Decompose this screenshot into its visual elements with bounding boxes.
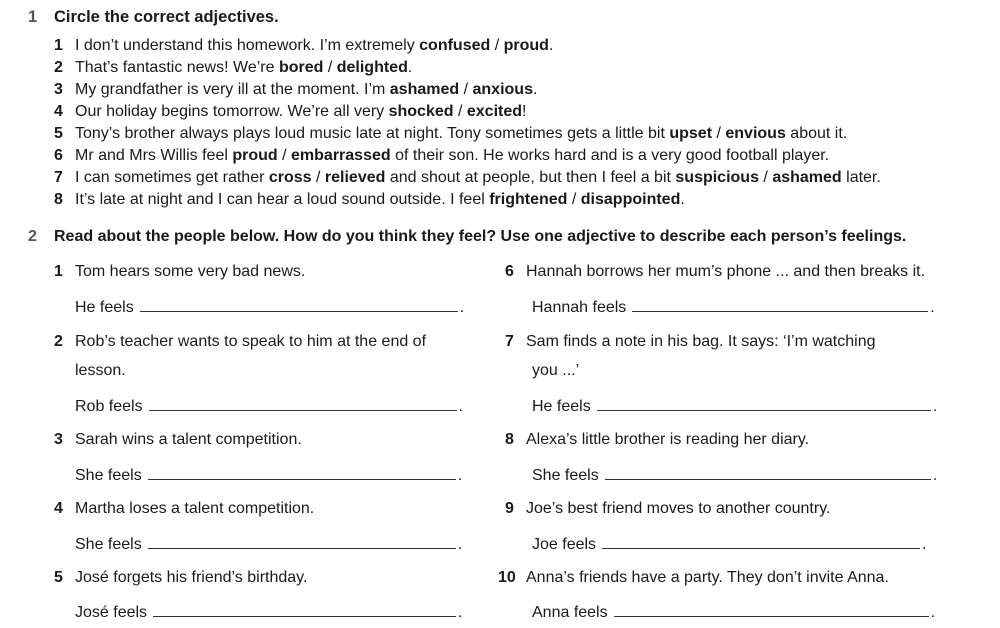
answer-line-2 (75, 396, 463, 417)
question-3 (54, 425, 302, 454)
item-text-end: . (407, 59, 413, 76)
item-number: 4 (54, 103, 63, 120)
separator: / (490, 37, 504, 54)
option-d[interactable]: ashamed (772, 169, 842, 186)
item-number: 5 (54, 125, 63, 142)
question-7 (505, 327, 876, 356)
item-text: Tony’s brother always plays loud music late at night. Tony sometimes gets a little bit (75, 125, 670, 142)
item-text-end: . (548, 37, 554, 54)
item-text-end: of their son. He works hard and is a very good football player. (390, 147, 830, 164)
answer-line-1 (75, 297, 464, 318)
question-number: 8 (505, 431, 514, 448)
answer-line-9 (532, 534, 927, 555)
period: . (922, 536, 927, 553)
question-number: 1 (54, 263, 63, 280)
question-text: José forgets his friend’s birthday. (75, 569, 308, 586)
answer-line-10 (532, 602, 935, 623)
separator: / (277, 147, 292, 164)
exercise-item (54, 190, 685, 210)
period: . (932, 467, 938, 484)
question-10 (498, 563, 889, 592)
option-b[interactable]: disappointed (580, 191, 681, 208)
option-a[interactable]: ashamed (389, 81, 460, 98)
answer-line-4 (75, 534, 462, 555)
feels-label: He feels (532, 398, 591, 415)
option-a[interactable]: confused (419, 37, 491, 54)
item-text-mid: and shout at people, but then I feel a bit (385, 169, 676, 186)
question-text: Sam finds a note in his bag. It says: ‘I’m watching (526, 333, 876, 350)
period: . (458, 604, 463, 621)
answer-blank[interactable] (602, 534, 920, 549)
answer-blank[interactable] (614, 602, 929, 617)
feels-label: Hannah feels (532, 299, 627, 316)
separator: / (712, 125, 726, 142)
exercise-item (54, 36, 553, 56)
feels-label: José feels (75, 604, 148, 621)
answer-blank[interactable] (632, 297, 928, 312)
option-b[interactable]: relieved (324, 169, 386, 186)
feels-label: Joe feels (532, 536, 597, 553)
separator: / (758, 169, 773, 186)
question-text: Hannah borrows her mum’s phone ... and then breaks it. (526, 263, 926, 280)
answer-line-7 (532, 396, 937, 417)
answer-blank[interactable] (153, 602, 456, 617)
answer-blank[interactable] (605, 465, 931, 480)
period: . (930, 604, 936, 621)
question-number: 9 (505, 500, 514, 517)
option-a[interactable]: shocked (388, 103, 454, 120)
question-8 (505, 425, 809, 454)
feels-label: She feels (75, 467, 142, 484)
item-number: 6 (54, 147, 63, 164)
period: . (458, 398, 464, 415)
question-number: 3 (54, 431, 63, 448)
option-b[interactable]: proud (503, 37, 549, 54)
period: . (457, 536, 463, 553)
feels-label: Anna feels (532, 604, 608, 621)
option-b[interactable]: anxious (472, 81, 533, 98)
option-b[interactable]: envious (725, 125, 786, 142)
question-number: 4 (54, 500, 63, 517)
item-text: Our holiday begins tomorrow. We’re all very (75, 103, 389, 120)
question-number: 5 (54, 569, 63, 586)
item-number: 7 (54, 169, 63, 186)
item-number: 8 (54, 191, 63, 208)
question-text: Rob’s teacher wants to speak to him at the end of (75, 333, 427, 350)
feels-label: She feels (75, 536, 142, 553)
question-text: Joe’s best friend moves to another country. (526, 500, 831, 517)
separator: / (323, 59, 337, 76)
question-number: 7 (505, 333, 514, 350)
answer-line-6 (532, 297, 935, 318)
separator: / (311, 169, 325, 186)
question-text: Tom hears some very bad news. (75, 263, 306, 280)
answer-blank[interactable] (597, 396, 931, 411)
question-text: Sarah wins a talent competition. (75, 431, 302, 448)
item-text: It’s late at night and I can hear a loud sound outside. I feel (75, 191, 490, 208)
answer-line-5 (75, 602, 463, 623)
question-text-continued: lesson. (75, 362, 126, 379)
item-text-end: ! (522, 103, 527, 120)
option-b[interactable]: delighted (336, 59, 408, 76)
question-text: Alexa’s little brother is reading her diary. (526, 431, 810, 448)
exercise-item (54, 124, 847, 144)
question-4 (54, 494, 314, 523)
exercise-item (54, 102, 526, 122)
question-9 (505, 494, 830, 523)
question-number: 6 (505, 263, 514, 280)
question-number: 2 (54, 333, 63, 350)
question-5 (54, 563, 307, 592)
question-2 (54, 327, 426, 356)
separator: / (453, 103, 467, 120)
period: . (930, 299, 935, 316)
option-c[interactable]: suspicious (675, 169, 759, 186)
item-text: Mr and Mrs Willis feel (75, 147, 233, 164)
item-text-end: . (532, 81, 538, 98)
section-number: 1 (28, 8, 38, 26)
exercise-item (54, 58, 412, 78)
answer-line-8 (532, 465, 937, 486)
option-a[interactable]: frightened (489, 191, 568, 208)
answer-blank[interactable] (148, 465, 456, 480)
option-b[interactable]: embarrassed (291, 147, 391, 164)
period: . (457, 467, 463, 484)
separator: / (459, 81, 473, 98)
section-1-heading (28, 8, 279, 27)
exercise-item (54, 146, 829, 166)
item-text-end: . (680, 191, 685, 208)
option-a[interactable]: bored (278, 59, 324, 76)
answer-blank[interactable] (149, 396, 457, 411)
section-2-heading (28, 228, 906, 246)
item-number: 3 (54, 81, 63, 98)
item-number: 1 (54, 37, 63, 54)
item-text-end: later. (841, 169, 881, 186)
question-6 (505, 257, 925, 286)
period: . (932, 398, 938, 415)
separator: / (567, 191, 581, 208)
question-number: 10 (498, 569, 516, 586)
option-a[interactable]: proud (232, 147, 278, 164)
feels-label: He feels (75, 299, 134, 316)
option-a[interactable]: cross (268, 169, 312, 186)
question-text: Anna’s friends have a party. They don’t invite Anna. (526, 569, 889, 586)
item-text-end: about it. (785, 125, 848, 142)
question-1 (54, 257, 305, 286)
item-text: That’s fantastic news! We’re (75, 59, 279, 76)
answer-blank[interactable] (140, 297, 458, 312)
option-b[interactable]: excited (466, 103, 523, 120)
section-title: Read about the people below. How do you think they feel? Use one adjective to describe each person’s feelings. (54, 228, 907, 245)
exercise-item (54, 80, 537, 100)
feels-label: She feels (532, 467, 599, 484)
item-text: I can sometimes get rather (75, 169, 269, 186)
option-a[interactable]: upset (669, 125, 713, 142)
question-text: Martha loses a talent competition. (75, 500, 315, 517)
item-text: I don’t understand this homework. I’m extremely (75, 37, 420, 54)
question-text-continued: you ...’ (532, 362, 580, 379)
item-text: My grandfather is very ill at the moment. I’m (75, 81, 390, 98)
period: . (459, 299, 465, 316)
section-number: 2 (28, 228, 37, 245)
feels-label: Rob feels (75, 398, 143, 415)
item-number: 2 (54, 59, 63, 76)
answer-blank[interactable] (148, 534, 456, 549)
exercise-item (54, 168, 881, 188)
section-title: Circle the correct adjectives. (54, 8, 279, 26)
answer-line-3 (75, 465, 462, 486)
